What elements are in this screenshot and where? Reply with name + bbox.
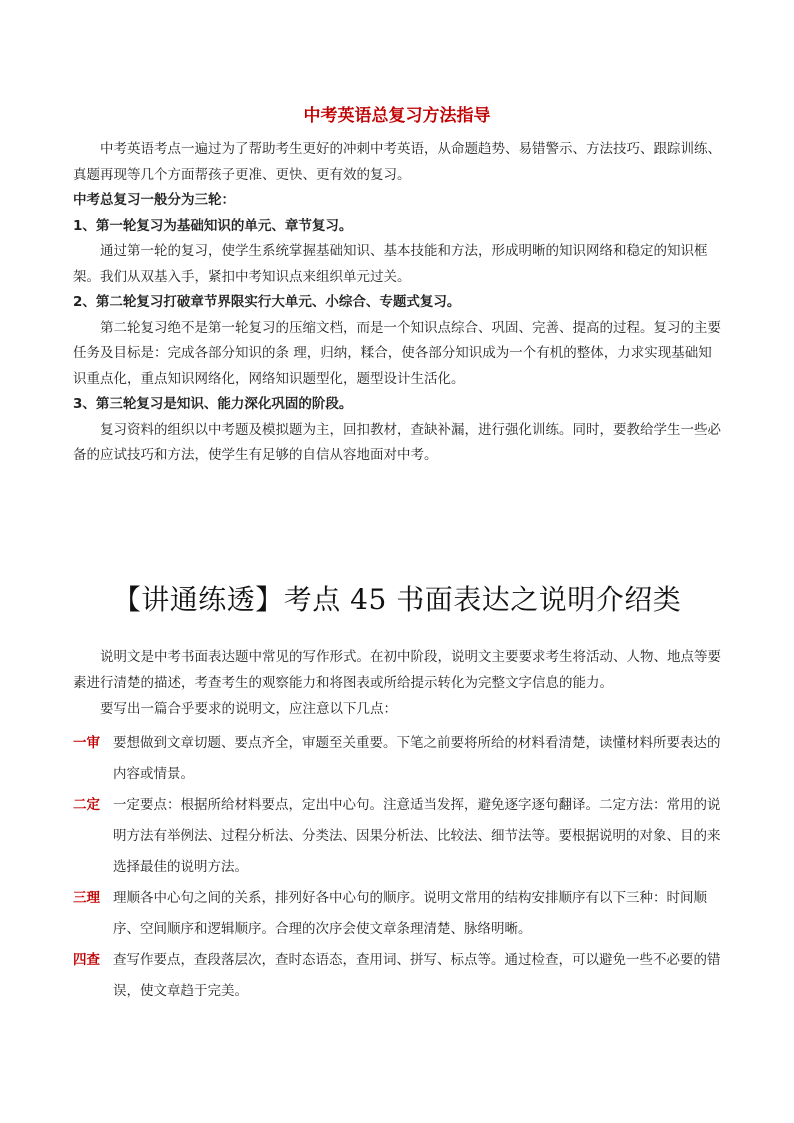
step-text: 理顺各中心句之间的关系，排列好各中心句的顺序。说明文常用的结构安排顺序有以下三种：时间顺序、空间顺序和逻辑顺序。合理的次序会使文章条理清楚、脉络明晰。 (113, 890, 707, 937)
round-3-text: 复习资料的组织以中考题及模拟题为主，回扣教材，查缺补漏，进行强化训练。同时，要教给学生一些必备的应试技巧和方法，使学生有足够的自信从容地面对中考。 (73, 421, 721, 463)
step-item (73, 945, 723, 1007)
round-2-heading: 2、第二轮复习打破章节界限实行大单元、小综合、专题式复习。 (73, 294, 461, 310)
step-text: 要想做到文章切题、要点齐全，审题至关重要。下笔之前要将所给的材料看清楚，读懂材料所要表达的内容或情景。 (113, 735, 721, 782)
round-3-heading: 3、第三轮复习是知识、能力深化巩固的阶段。 (73, 396, 353, 412)
topic-points-lead: 要写出一篇合乎要求的说明文，应注意以下几点： (100, 701, 397, 717)
review-guide-section (73, 137, 723, 469)
topic-intro-paragraph: 说明文是中考书面表达题中常见的写作形式。在初中阶段，说明文主要要求考生将活动、人物、地点等要素进行清楚的描述，考查考生的观察能力和将图表或所给提示转化为完整文字信息的能力。 (73, 649, 721, 691)
rounds-heading: 中考总复习一般分为三轮： (73, 192, 235, 208)
step-label: 二定 (73, 797, 100, 813)
step-label: 四查 (73, 952, 100, 968)
step-item (73, 883, 723, 945)
step-label: 一审 (73, 735, 100, 751)
step-item (73, 790, 723, 883)
round-1-text: 通过第一轮的复习，使学生系统掌握基础知识、基本技能和方法，形成明晰的知识网络和稳定的知识框架。我们从双基入手，紧扣中考知识点来组织单元过关。 (73, 243, 708, 285)
round-2-text: 第二轮复习绝不是第一轮复习的压缩文档，而是一个知识点综合、巩固、完善、提高的过程。复习的主要任务及目标是：完成各部分知识的条 理，归纳，糅合，使各部分知识成为一个有机的整体，力求实现基础知识重点化，重点知识网络化，网络知识题型化，题型设计生活化。 (73, 319, 721, 387)
expository-writing-section (73, 644, 723, 1007)
guide-title: 中考英语总复习方法指导 (303, 106, 491, 126)
step-text: 查写作要点，查段落层次，查时态语态，查用词、拼写、标点等。通过检查，可以避免一些不必要的错误，使文章趋于完美。 (113, 952, 721, 999)
step-text: 一定要点：根据所给材料要点，定出中心句。注意适当发挥，避免逐字逐句翻译。二定方法：常用的说明方法有举例法、过程分析法、分类法、因果分析法、比较法、细节法等。要根据说明的对象、目的来选择最佳的说明方法。 (113, 797, 721, 875)
step-item (73, 728, 723, 790)
topic-title: 【讲通练透】考点 45 书面表达之说明介绍类 (112, 583, 682, 616)
round-1-heading: 1、第一轮复习为基础知识的单元、章节复习。 (73, 217, 353, 234)
intro-paragraph: 中考英语考点一遍过为了帮助考生更好的冲刺中考英语，从命题趋势、易错警示、方法技巧、跟踪训练、真题再现等几个方面帮孩子更准、更快、更有效的复习。 (73, 141, 721, 183)
step-label: 三理 (73, 890, 100, 906)
writing-steps-list (73, 728, 723, 1007)
